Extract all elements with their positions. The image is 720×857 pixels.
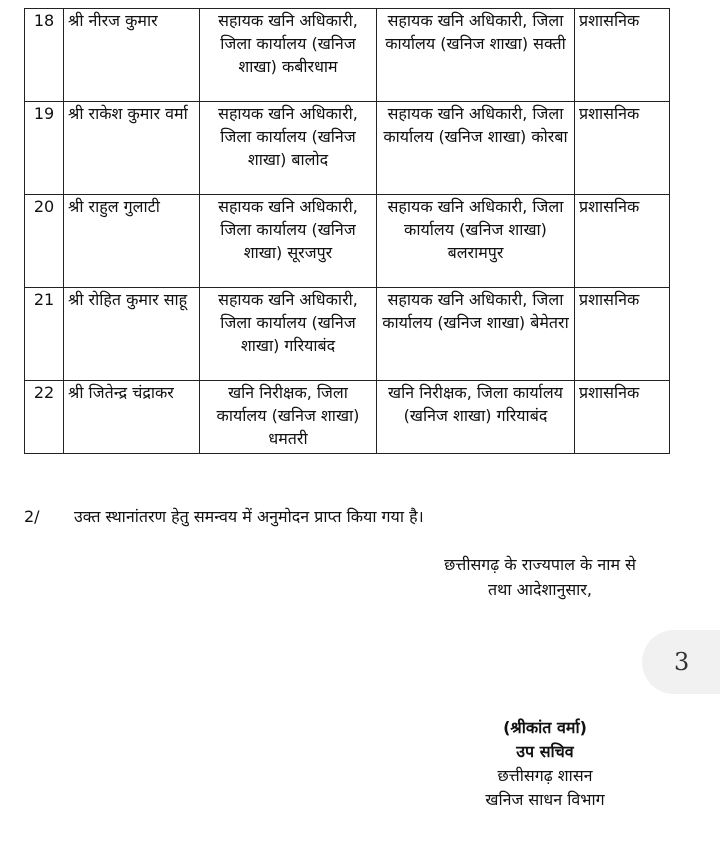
current-posting: सहायक खनि अधिकारी, जिला कार्यालय (खनिज शाखा) बालोद	[200, 102, 377, 195]
serial-number: 19	[25, 102, 64, 195]
table-row	[25, 381, 670, 454]
signatory-org-line-2: खनिज साधन विभाग	[485, 790, 605, 809]
page-number: 3	[674, 648, 690, 676]
remark: प्रशासनिक	[575, 288, 670, 381]
serial-number: 18	[25, 9, 64, 102]
remark: प्रशासनिक	[575, 381, 670, 454]
table-row	[25, 195, 670, 288]
table-row	[25, 9, 670, 102]
new-posting: सहायक खनि अधिकारी, जिला कार्यालय (खनिज शाखा) बेमेतरा	[377, 288, 575, 381]
new-posting: सहायक खनि अधिकारी, जिला कार्यालय (खनिज शाखा) सक्ती	[377, 9, 575, 102]
closing-line-1: छत्तीसगढ़ के राज्यपाल के नाम से	[444, 555, 636, 574]
officer-name: श्री नीरज कुमार	[64, 9, 200, 102]
officer-name: श्री जितेन्द्र चंद्राकर	[64, 381, 200, 454]
new-posting: खनि निरीक्षक, जिला कार्यालय (खनिज शाखा) गरियाबंद	[377, 381, 575, 454]
current-posting: सहायक खनि अधिकारी, जिला कार्यालय (खनिज शाखा) सूरजपुर	[200, 195, 377, 288]
signatory-org-line-1: छत्तीसगढ़ शासन	[497, 766, 593, 785]
remark: प्रशासनिक	[575, 102, 670, 195]
transfer-table	[24, 8, 670, 454]
reference-paragraph	[24, 505, 424, 527]
serial-number: 21	[25, 288, 64, 381]
closing-line-2: तथा आदेशानुसार,	[488, 580, 592, 599]
current-posting: सहायक खनि अधिकारी, जिला कार्यालय (खनिज शाखा) कबीरधाम	[200, 9, 377, 102]
table-row	[25, 102, 670, 195]
serial-number: 22	[25, 381, 64, 454]
new-posting: सहायक खनि अधिकारी, जिला कार्यालय (खनिज शाखा) कोरबा	[377, 102, 575, 195]
table-row	[25, 288, 670, 381]
new-posting: सहायक खनि अधिकारी, जिला कार्यालय (खनिज शाखा) बलरामपुर	[377, 195, 575, 288]
serial-number: 20	[25, 195, 64, 288]
current-posting: सहायक खनि अधिकारी, जिला कार्यालय (खनिज शाखा) गरियाबंद	[200, 288, 377, 381]
remark: प्रशासनिक	[575, 195, 670, 288]
current-posting: खनि निरीक्षक, जिला कार्यालय (खनिज शाखा) धमतरी	[200, 381, 377, 454]
remark: प्रशासनिक	[575, 9, 670, 102]
officer-name: श्री रोहित कुमार साहू	[64, 288, 200, 381]
officer-name: श्री राकेश कुमार वर्मा	[64, 102, 200, 195]
signatory-name: (श्रीकांत वर्मा)	[503, 718, 587, 737]
paragraph-number: 2/	[24, 507, 40, 526]
paragraph-text: उक्त स्थानांतरण हेतु समन्वय में अनुमोदन प्राप्त किया गया है।	[74, 507, 424, 526]
officer-name: श्री राहुल गुलाटी	[64, 195, 200, 288]
signatory-designation: उप सचिव	[516, 742, 574, 761]
